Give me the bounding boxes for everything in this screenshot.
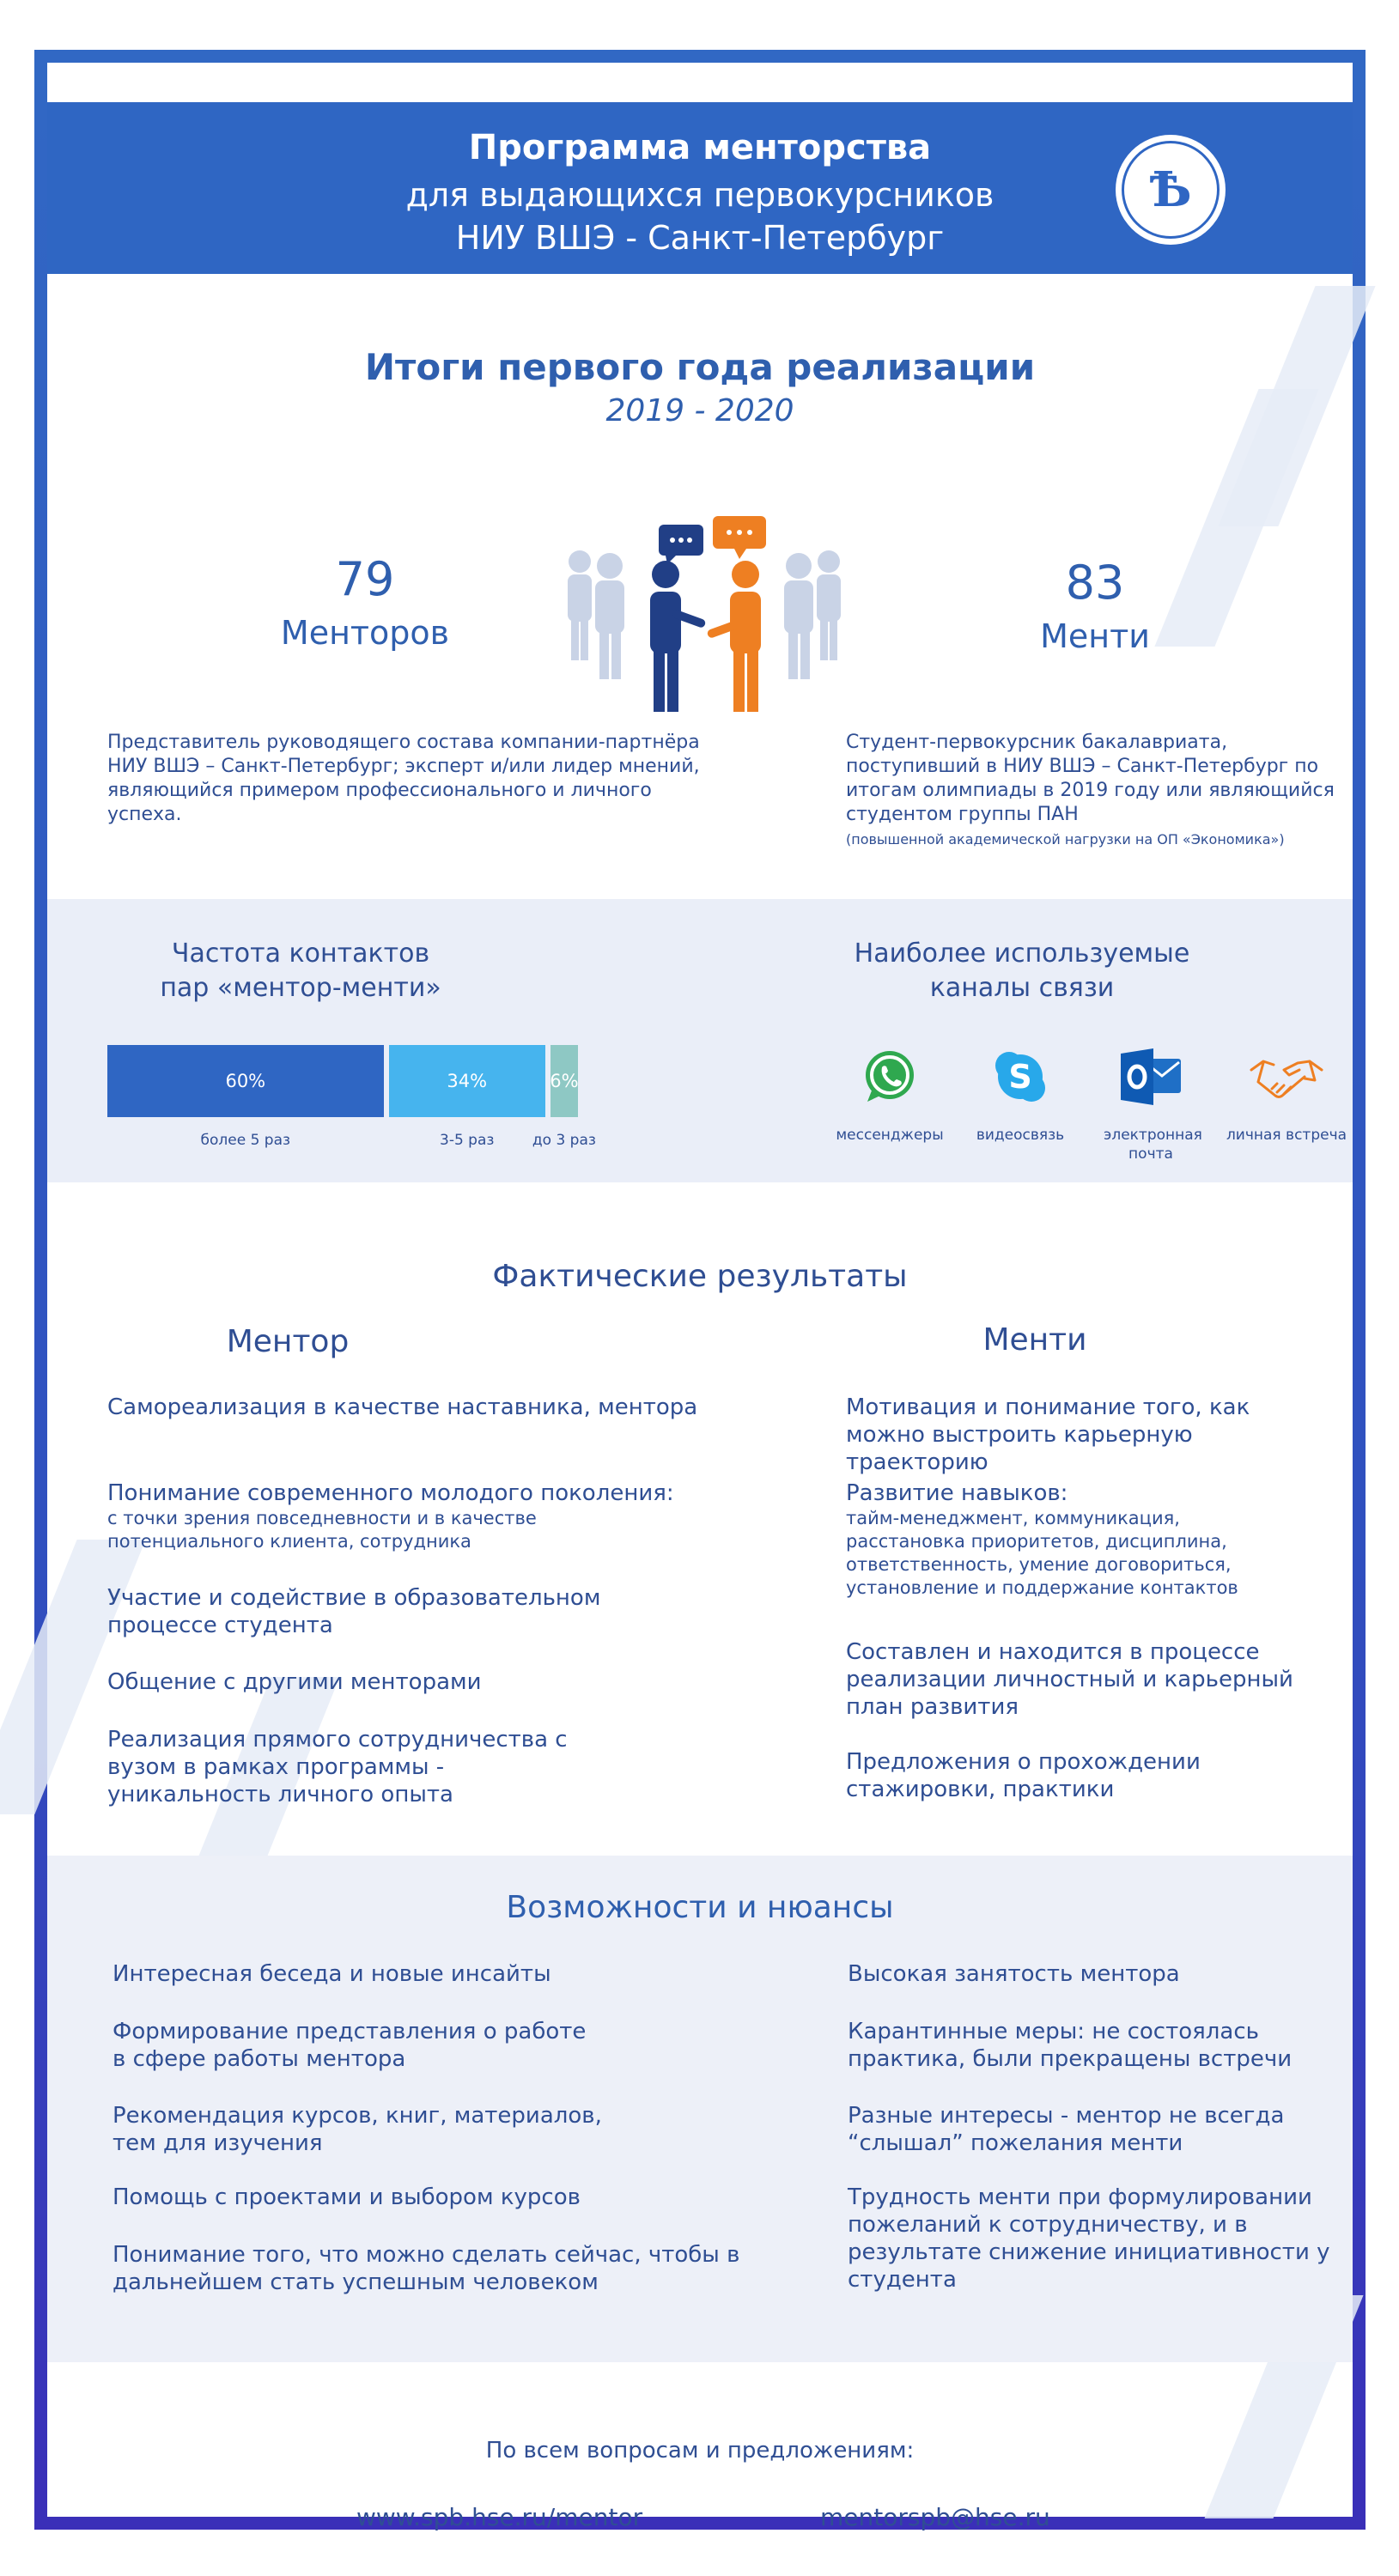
frequency-bar-value: 34% bbox=[447, 1071, 488, 1091]
channel-label: видеосвязь bbox=[976, 1127, 1065, 1144]
frequency-title-line1: Частота контактов bbox=[171, 939, 430, 969]
mentee-column-heading: Менти bbox=[982, 1322, 1087, 1358]
header-banner bbox=[47, 102, 1353, 274]
frequency-category-label: до 3 раз bbox=[532, 1132, 596, 1149]
infographic bbox=[47, 63, 1353, 2531]
mentee-count: 83 bbox=[1065, 556, 1125, 610]
mentee-result-item bbox=[846, 1748, 1275, 1803]
skype-icon bbox=[990, 1047, 1050, 1107]
mentor-label: Менторов bbox=[280, 614, 450, 652]
mentor-count: 79 bbox=[335, 552, 395, 606]
frequency-category-label: более 5 раз bbox=[200, 1132, 291, 1149]
opportunity-item: Помощь с проектами и выбором курсов bbox=[113, 2184, 581, 2210]
mentee-result-subtext: тайм-менеджмент, коммуникация, расстановка приоритетов, дисциплина, ответственность, умение договориться, установление и поддержание контактов bbox=[846, 1508, 1238, 1598]
website-link[interactable]: www.spb.hse.ru/mentor bbox=[356, 2503, 643, 2531]
mentor-result-item bbox=[107, 1584, 640, 1639]
channels-title bbox=[837, 937, 1207, 1005]
mentee-description-note: (повышенной академической нагрузки на ОП «Экономика») bbox=[846, 831, 1285, 848]
outlook-icon bbox=[1119, 1047, 1183, 1107]
frequency-title-line2: пар «ментор-менти» bbox=[160, 973, 441, 1003]
channel-label: электронная почта bbox=[1104, 1127, 1202, 1163]
mentor-result-text: Общение с другими менторами bbox=[107, 1669, 482, 1695]
mentor-description: Представитель руководящего состава компании-партнёра НИУ ВШЭ – Санкт-Петербург; эксперт и/или лидер мнений, являющийся примером профессионального и личного успеха. bbox=[107, 732, 700, 825]
whatsapp-icon bbox=[860, 1047, 920, 1107]
nuance-item: Разные интересы - ментор не всегда “слышал” пожелания менти bbox=[848, 2103, 1285, 2156]
svg-text:S: S bbox=[1008, 1058, 1032, 1096]
mentor-result-text: Самореализация в качестве наставника, ментора bbox=[107, 1394, 698, 1420]
people-conversation-illustration bbox=[563, 523, 846, 720]
nuance-item: Высокая занятость ментора bbox=[848, 1961, 1180, 1987]
hse-logo: Ѣ bbox=[1116, 135, 1226, 245]
frequency-bar bbox=[389, 1045, 545, 1117]
program-university: НИУ ВШЭ - Санкт-Петербург bbox=[455, 219, 945, 257]
mentor-result-text: Участие и содействие в образовательном процессе студента bbox=[107, 1585, 601, 1638]
frequency-bar bbox=[107, 1045, 384, 1117]
channel-video bbox=[956, 1038, 1085, 1145]
program-subtitle: для выдающихся первокурсников bbox=[405, 176, 995, 214]
frequency-title bbox=[116, 937, 485, 1005]
opportunity-item: Рекомендация курсов, книг, материалов, тем для изучения bbox=[113, 2103, 602, 2156]
results-years: 2019 - 2020 bbox=[605, 393, 794, 428]
frequency-bar bbox=[550, 1045, 578, 1117]
mentee-description bbox=[846, 731, 1335, 852]
frequency-bar-value: 60% bbox=[225, 1071, 266, 1091]
mentor-column-heading: Ментор bbox=[226, 1324, 350, 1359]
mentor-result-item bbox=[107, 1394, 709, 1421]
opportunities-title: Возможности и нюансы bbox=[506, 1890, 894, 1925]
frequency-bar-value: 6% bbox=[550, 1071, 579, 1091]
mentee-result-text: Предложения о прохождении стажировки, практики bbox=[846, 1749, 1201, 1802]
channels-title-line2: каналы связи bbox=[929, 973, 1115, 1003]
nuance-item: Трудность менти при формулировании пожеланий к сотрудничеству, и в результате снижение инициативности у студента bbox=[848, 2184, 1330, 2293]
mentee-result-text: Развитие навыков: bbox=[846, 1480, 1068, 1506]
handshake-icon bbox=[1250, 1051, 1323, 1103]
mentor-result-item bbox=[107, 1726, 605, 1808]
mentor-result-text: Понимание современного молодого поколения: bbox=[107, 1480, 674, 1506]
mentor-result-text: Реализация прямого сотрудничества с вузом в рамках программы - уникальность личного опыта bbox=[107, 1727, 568, 1807]
page-frame bbox=[34, 50, 1366, 2530]
mentor-result-item bbox=[107, 1668, 709, 1696]
mentee-result-text: Мотивация и понимание того, как можно выстроить карьерную траекторию bbox=[846, 1394, 1250, 1475]
mentee-result-item bbox=[846, 1479, 1327, 1600]
nuance-item: Карантинные меры: не состоялась практика, были прекращены встречи bbox=[848, 2019, 1293, 2072]
channel-meeting bbox=[1222, 1038, 1351, 1145]
mentor-result-item bbox=[107, 1479, 743, 1553]
channels-title-line1: Наиболее используемые bbox=[854, 939, 1190, 969]
channel-messengers bbox=[825, 1038, 954, 1145]
mentee-result-item bbox=[846, 1394, 1293, 1476]
results-title: Итоги первого года реализации bbox=[364, 346, 1036, 388]
opportunity-item: Понимание того, что можно сделать сейчас, чтобы в дальнейшем стать успешным человеком bbox=[113, 2242, 740, 2295]
mentee-result-text: Составлен и находится в процессе реализации личностный и карьерный план развития bbox=[846, 1639, 1293, 1720]
opportunity-item: Формирование представления о работе в сфере работы ментора bbox=[113, 2019, 587, 2072]
email-link[interactable]: mentorspb@hse.ru bbox=[820, 2503, 1050, 2531]
channel-email bbox=[1086, 1038, 1215, 1163]
contact-prompt: По всем вопросам и предложениям: bbox=[485, 2438, 915, 2464]
channel-label: мессенджеры bbox=[836, 1127, 944, 1144]
mentee-description-text: Студент-первокурсник бакалавриата, поступивший в НИУ ВШЭ – Санкт-Петербург по итогам олимпиады в 2019 году или являющийся студентом группы ПАН bbox=[846, 732, 1335, 825]
actual-results-title: Фактические результаты bbox=[492, 1259, 908, 1294]
channel-label: личная встреча bbox=[1226, 1127, 1347, 1144]
opportunity-item: Интересная беседа и новые инсайты bbox=[113, 1961, 551, 1987]
mentee-result-item bbox=[846, 1638, 1335, 1721]
program-title: Программа менторства bbox=[468, 128, 932, 167]
frequency-category-label: 3-5 раз bbox=[440, 1132, 495, 1149]
mentee-label: Менти bbox=[1040, 617, 1150, 655]
mentor-result-subtext: с точки зрения повседневности и в качестве потенциального клиента, сотрудника bbox=[107, 1508, 537, 1552]
